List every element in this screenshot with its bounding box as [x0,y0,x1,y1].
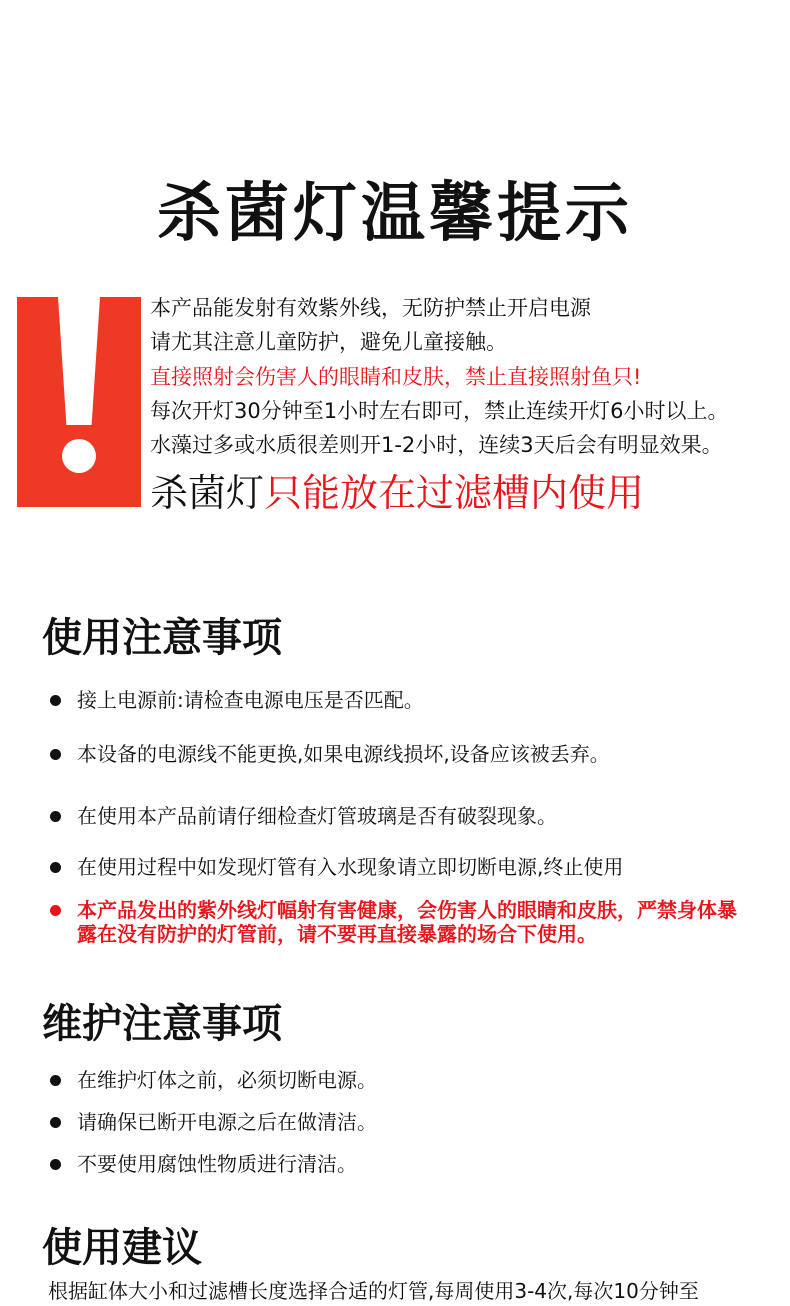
list-item: 在使用过程中如发现灯管有入水现象请立即切断电源,终止使用 [50,855,770,879]
page-title: 杀菌灯温馨提示 [157,177,633,251]
list-item: 接上电源前:请检查电源电压是否匹配。 [50,688,770,712]
tip-line-warning: 直接照射会伤害人的眼睛和皮肤，禁止直接照射鱼只! [150,365,642,389]
bullet-icon [50,811,61,822]
bullet-icon [50,695,61,706]
bullet-icon [50,1159,61,1170]
tip-line: 请尤其注意儿童防护，避免儿童接触。 [150,330,507,354]
exclamation-bar [58,297,100,425]
maintenance-section-title: 维护注意事项 [42,1001,282,1047]
list-item-warning: 本产品发出的紫外线灯幅射有害健康，会伤害人的眼睛和皮肤，严禁身体暴露在没有防护的灯管前，请不要再直接暴露的场合下使用。 [50,898,755,946]
advice-section-title: 使用建议 [42,1225,202,1271]
tip-line: 本产品能发射有效紫外线，无防护禁止开启电源 [150,296,591,320]
tip-placement-subject: 杀菌灯 [150,471,265,515]
list-item: 不要使用腐蚀性物质进行清洁。 [50,1152,770,1176]
bullet-icon [50,749,61,760]
list-item: 在使用本产品前请仔细检查灯管玻璃是否有破裂现象。 [50,804,770,828]
usage-section-title: 使用注意事项 [42,615,282,661]
tip-placement-rule: 只能放在过滤槽内使用 [264,471,645,515]
list-item: 本设备的电源线不能更换,如果电源线损坏,设备应该被丢弃。 [50,742,620,766]
bullet-icon [50,905,61,916]
tip-line: 水藻过多或水质很差则开1-2小时，连续3天后会有明显效果。 [150,433,723,457]
bullet-icon [50,1075,61,1086]
bullet-icon [50,862,61,873]
advice-text: 根据缸体大小和过滤槽长度选择合适的灯管,每周使用3-4次,每次10分钟至 [48,1279,699,1303]
tip-placement-note [150,468,644,518]
list-item: 在维护灯体之前，必须切断电源。 [50,1068,770,1092]
exclamation-dot [62,439,96,473]
tip-line: 每次开灯30分钟至1小时左右即可，禁止连续开灯6小时以上。 [150,399,729,423]
bullet-icon [50,1117,61,1128]
list-item: 请确保已断开电源之后在做清洁。 [50,1110,770,1134]
exclamation-warning-icon [17,297,141,507]
